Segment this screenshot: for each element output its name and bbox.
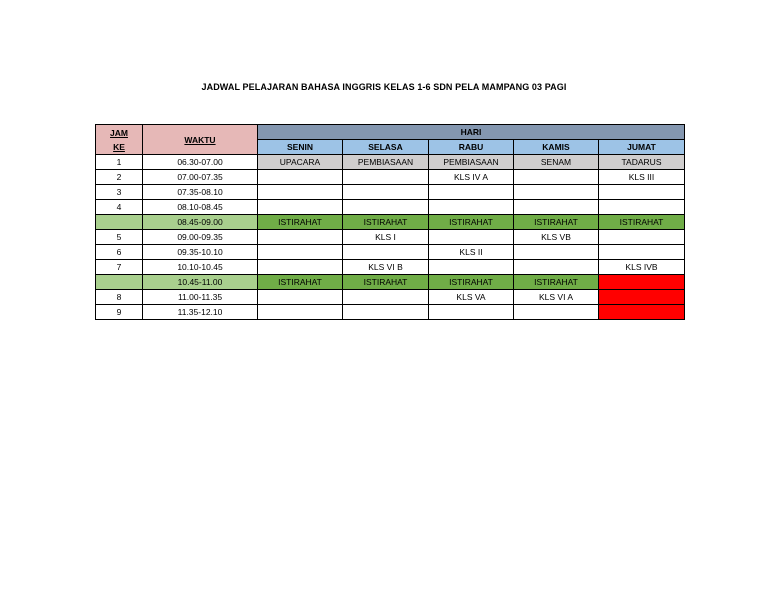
schedule-cell-senin (258, 260, 343, 275)
jam-cell: 8 (96, 290, 143, 305)
schedule-cell-selasa (343, 305, 429, 320)
jam-cell: 5 (96, 230, 143, 245)
schedule-cell-senin: UPACARA (258, 155, 343, 170)
schedule-cell-senin (258, 185, 343, 200)
schedule-cell-selasa: ISTIRAHAT (343, 275, 429, 290)
schedule-cell-rabu (429, 260, 514, 275)
schedule-cell-senin (258, 230, 343, 245)
schedule-cell-jumat: KLS III (599, 170, 685, 185)
schedule-cell-selasa (343, 290, 429, 305)
schedule-cell-senin (258, 305, 343, 320)
schedule-cell-senin (258, 245, 343, 260)
waktu-cell: 07.00-07.35 (143, 170, 258, 185)
jam-cell (96, 215, 143, 230)
waktu-header: WAKTU (143, 125, 258, 155)
jam-ke-header: JAM KE (96, 125, 143, 155)
waktu-cell: 10.45-11.00 (143, 275, 258, 290)
schedule-cell-senin: ISTIRAHAT (258, 275, 343, 290)
waktu-cell: 08.45-09.00 (143, 215, 258, 230)
schedule-cell-jumat: TADARUS (599, 155, 685, 170)
schedule-cell-kamis (514, 305, 599, 320)
schedule-cell-selasa: ISTIRAHAT (343, 215, 429, 230)
schedule-cell-jumat: ISTIRAHAT (599, 215, 685, 230)
jam-cell: 2 (96, 170, 143, 185)
jam-cell: 6 (96, 245, 143, 260)
table-row (96, 260, 685, 275)
schedule-cell-selasa: KLS VI B (343, 260, 429, 275)
schedule-cell-jumat (599, 200, 685, 215)
schedule-cell-kamis (514, 245, 599, 260)
table-row (96, 245, 685, 260)
waktu-cell: 09.35-10.10 (143, 245, 258, 260)
schedule-cell-kamis: ISTIRAHAT (514, 215, 599, 230)
jam-cell: 1 (96, 155, 143, 170)
waktu-cell: 09.00-09.35 (143, 230, 258, 245)
document-title: JADWAL PELAJARAN BAHASA INGGRIS KELAS 1-6 SDN PELA MAMPANG 03 PAGI (201, 82, 567, 92)
table-row (96, 275, 685, 290)
schedule-cell-senin: ISTIRAHAT (258, 215, 343, 230)
schedule-table (95, 124, 685, 320)
waktu-cell: 11.00-11.35 (143, 290, 258, 305)
table-row (96, 215, 685, 230)
jam-cell (96, 275, 143, 290)
schedule-cell-rabu (429, 305, 514, 320)
day-header-rabu: RABU (429, 140, 514, 155)
table-row (96, 200, 685, 215)
schedule-cell-kamis (514, 260, 599, 275)
schedule-cell-kamis: SENAM (514, 155, 599, 170)
schedule-cell-jumat (599, 230, 685, 245)
schedule-cell-kamis: KLS VB (514, 230, 599, 245)
jam-cell: 7 (96, 260, 143, 275)
schedule-cell-selasa (343, 185, 429, 200)
waktu-cell: 06.30-07.00 (143, 155, 258, 170)
jam-cell: 9 (96, 305, 143, 320)
day-header-selasa: SELASA (343, 140, 429, 155)
schedule-cell-selasa (343, 200, 429, 215)
table-row (96, 290, 685, 305)
table-row (96, 155, 685, 170)
schedule-cell-rabu (429, 185, 514, 200)
jam-cell: 4 (96, 200, 143, 215)
waktu-cell: 11.35-12.10 (143, 305, 258, 320)
schedule-cell-jumat (599, 245, 685, 260)
schedule-cell-rabu (429, 200, 514, 215)
schedule-cell-rabu: KLS II (429, 245, 514, 260)
waktu-cell: 07.35-08.10 (143, 185, 258, 200)
jam-cell: 3 (96, 185, 143, 200)
schedule-cell-jumat (599, 275, 685, 290)
table-row (96, 305, 685, 320)
schedule-cell-rabu (429, 230, 514, 245)
schedule-cell-selasa (343, 245, 429, 260)
table-row (96, 230, 685, 245)
table-row (96, 170, 685, 185)
day-header-kamis: KAMIS (514, 140, 599, 155)
header-row-1 (96, 125, 685, 140)
schedule-cell-kamis (514, 185, 599, 200)
day-header-jumat: JUMAT (599, 140, 685, 155)
schedule-cell-rabu: ISTIRAHAT (429, 215, 514, 230)
waktu-cell: 08.10-08.45 (143, 200, 258, 215)
schedule-cell-senin (258, 170, 343, 185)
schedule-cell-rabu: PEMBIASAAN (429, 155, 514, 170)
schedule-cell-selasa: PEMBIASAAN (343, 155, 429, 170)
schedule-cell-kamis: KLS VI A (514, 290, 599, 305)
schedule-cell-rabu: ISTIRAHAT (429, 275, 514, 290)
schedule-cell-jumat (599, 305, 685, 320)
schedule-cell-rabu: KLS IV A (429, 170, 514, 185)
schedule-cell-senin (258, 200, 343, 215)
day-header-senin: SENIN (258, 140, 343, 155)
schedule-cell-senin (258, 290, 343, 305)
schedule-cell-jumat (599, 185, 685, 200)
schedule-cell-kamis (514, 200, 599, 215)
table-row (96, 185, 685, 200)
schedule-cell-jumat (599, 290, 685, 305)
schedule-cell-selasa (343, 170, 429, 185)
schedule-cell-rabu: KLS VA (429, 290, 514, 305)
schedule-cell-selasa: KLS I (343, 230, 429, 245)
waktu-cell: 10.10-10.45 (143, 260, 258, 275)
hari-header: HARI (258, 125, 685, 140)
schedule-cell-kamis (514, 170, 599, 185)
schedule-cell-jumat: KLS IVB (599, 260, 685, 275)
schedule-cell-kamis: ISTIRAHAT (514, 275, 599, 290)
